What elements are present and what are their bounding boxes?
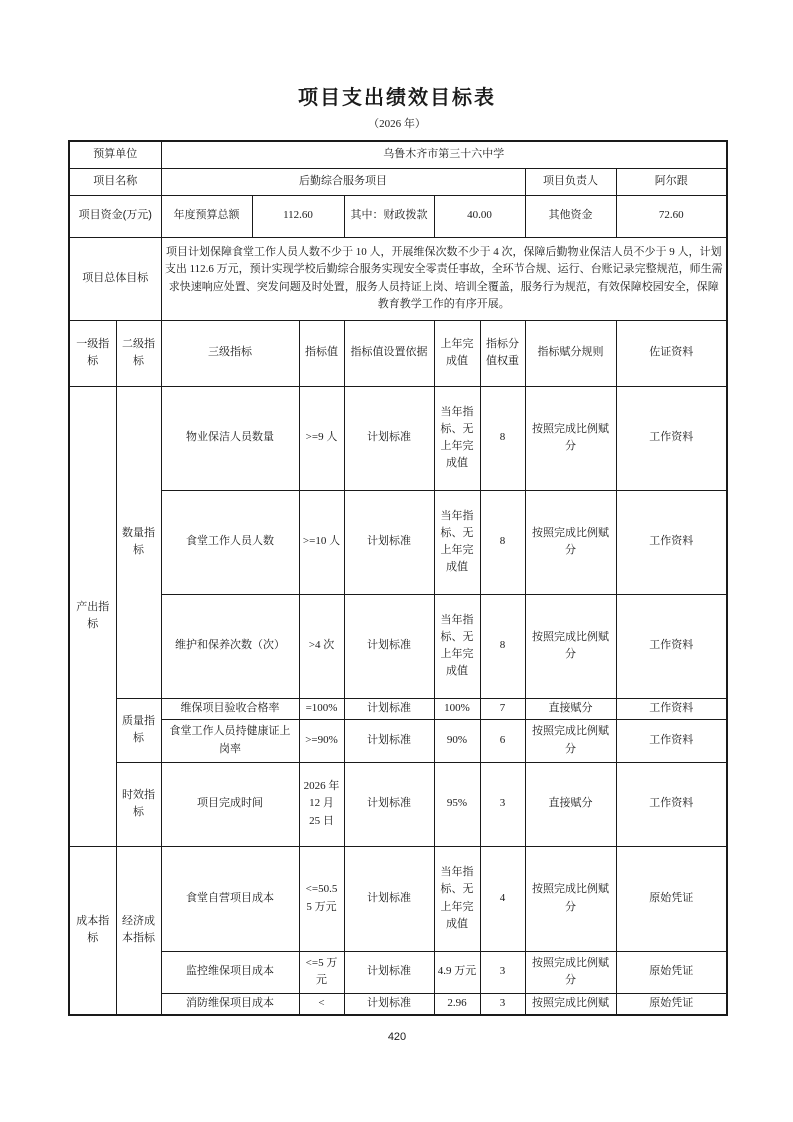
value-basis-cell: 计划标准	[344, 993, 434, 1015]
annual-budget-label: 年度预算总额	[161, 195, 252, 237]
scoring-rule-cell: 直接赋分	[525, 698, 616, 719]
other-funds-value: 72.60	[616, 195, 727, 237]
indicator-value-cell: >=10 人	[299, 490, 344, 594]
value-basis-cell: 计划标准	[344, 719, 434, 762]
level3-indicator-cell: 食堂工作人员持健康证上岗率	[161, 719, 299, 762]
score-weight-cell: 3	[480, 993, 525, 1015]
prev-year-cell: 当年指标、无上年完成值	[434, 594, 480, 698]
header-prev-year: 上年完成值	[434, 320, 480, 386]
budget-unit-value: 乌鲁木齐市第三十六中学	[161, 141, 727, 168]
evidence-cell: 原始凭证	[616, 846, 727, 951]
indicator-row	[69, 386, 727, 490]
indicator-row	[69, 490, 727, 594]
indicator-value-cell: >=9 人	[299, 386, 344, 490]
level3-indicator-cell: 消防维保项目成本	[161, 993, 299, 1015]
indicator-value-cell: <=50.5 5 万元	[299, 846, 344, 951]
page-subtitle: （2026 年）	[368, 118, 426, 130]
scoring-rule-cell: 按照完成比例赋分	[525, 951, 616, 993]
overall-goal-label: 项目总体目标	[69, 237, 161, 320]
value-basis-cell: 计划标准	[344, 386, 434, 490]
level3-indicator-cell: 食堂工作人员人数	[161, 490, 299, 594]
project-name-label: 项目名称	[69, 168, 161, 195]
score-weight-cell: 7	[480, 698, 525, 719]
value-basis-cell: 计划标准	[344, 762, 434, 846]
score-weight-cell: 3	[480, 762, 525, 846]
scoring-rule-cell: 直接赋分	[525, 762, 616, 846]
level2-indicator-cell: 经济成本指标	[116, 846, 161, 1015]
header-level2: 二级指标	[116, 320, 161, 386]
budget-unit-row	[69, 141, 727, 168]
prev-year-cell: 2.96	[434, 993, 480, 1015]
prev-year-cell: 4.9 万元	[434, 951, 480, 993]
value-basis-cell: 计划标准	[344, 846, 434, 951]
project-leader-label: 项目负责人	[525, 168, 616, 195]
indicator-row	[69, 594, 727, 698]
level3-indicator-cell: 食堂自营项目成本	[161, 846, 299, 951]
indicator-row	[69, 846, 727, 951]
indicator-row	[69, 993, 727, 1015]
evidence-cell: 工作资料	[616, 594, 727, 698]
prev-year-cell: 当年指标、无上年完成值	[434, 846, 480, 951]
score-weight-cell: 3	[480, 951, 525, 993]
score-weight-cell: 8	[480, 490, 525, 594]
other-funds-label: 其他资金	[525, 195, 616, 237]
fiscal-allocation-label: 其中：财政拨款	[344, 195, 434, 237]
value-basis-cell: 计划标准	[344, 951, 434, 993]
evidence-cell: 工作资料	[616, 719, 727, 762]
indicator-value-cell: 2026 年 12 月 25 日	[299, 762, 344, 846]
project-funds-label: 项目资金(万元)	[69, 195, 161, 237]
level1-indicator-cell: 产出指标	[69, 386, 116, 846]
score-weight-cell: 6	[480, 719, 525, 762]
prev-year-cell: 95%	[434, 762, 480, 846]
level2-indicator-cell: 时效指标	[116, 762, 161, 846]
annual-budget-value: 112.60	[252, 195, 344, 237]
prev-year-cell: 当年指标、无上年完成值	[434, 490, 480, 594]
evidence-cell: 工作资料	[616, 698, 727, 719]
header-level3: 三级指标	[161, 320, 299, 386]
indicator-value-cell: =100%	[299, 698, 344, 719]
indicator-value-cell: <	[299, 993, 344, 1015]
prev-year-cell: 100%	[434, 698, 480, 719]
level2-indicator-cell: 数量指标	[116, 386, 161, 698]
evidence-cell: 工作资料	[616, 762, 727, 846]
indicator-row	[69, 762, 727, 846]
indicator-row	[69, 698, 727, 719]
evidence-cell: 工作资料	[616, 490, 727, 594]
indicator-header-row	[69, 320, 727, 386]
evidence-cell: 原始凭证	[616, 993, 727, 1015]
level1-indicator-cell: 成本指标	[69, 846, 116, 1015]
document-sheet	[68, 86, 726, 1043]
project-leader-value: 阿尔跟	[616, 168, 727, 195]
level3-indicator-cell: 物业保洁人员数量	[161, 386, 299, 490]
scoring-rule-cell: 按照完成比例赋分	[525, 490, 616, 594]
indicator-row	[69, 951, 727, 993]
score-weight-cell: 8	[480, 594, 525, 698]
evidence-cell: 工作资料	[616, 386, 727, 490]
header-scoring-rule: 指标赋分规则	[525, 320, 616, 386]
overall-goal-row	[69, 237, 727, 320]
evidence-cell: 原始凭证	[616, 951, 727, 993]
header-value: 指标值	[299, 320, 344, 386]
prev-year-cell: 当年指标、无上年完成值	[434, 386, 480, 490]
scoring-rule-cell: 按照完成比例赋分	[525, 594, 616, 698]
value-basis-cell: 计划标准	[344, 698, 434, 719]
prev-year-cell: 90%	[434, 719, 480, 762]
indicator-value-cell: >=90%	[299, 719, 344, 762]
level3-indicator-cell: 项目完成时间	[161, 762, 299, 846]
performance-target-table	[68, 140, 728, 1016]
fiscal-allocation-value: 40.00	[434, 195, 525, 237]
scoring-rule-cell: 按照完成比例赋分	[525, 719, 616, 762]
header-evidence: 佐证资料	[616, 320, 727, 386]
level2-indicator-cell: 质量指标	[116, 698, 161, 762]
scoring-rule-cell: 按照完成比例赋分	[525, 846, 616, 951]
header-score-weight: 指标分值权重	[480, 320, 525, 386]
budget-unit-label: 预算单位	[69, 141, 161, 168]
indicator-value-cell: >4 次	[299, 594, 344, 698]
score-weight-cell: 8	[480, 386, 525, 490]
page-title: 项目支出绩效目标表	[298, 87, 496, 109]
scoring-rule-cell: 按照完成比例赋分	[525, 386, 616, 490]
indicator-value-cell: <=5 万元	[299, 951, 344, 993]
header-level1: 一级指标	[69, 320, 116, 386]
header-basis: 指标值设置依据	[344, 320, 434, 386]
scoring-rule-cell: 按照完成比例赋	[525, 993, 616, 1015]
value-basis-cell: 计划标准	[344, 490, 434, 594]
level3-indicator-cell: 监控维保项目成本	[161, 951, 299, 993]
score-weight-cell: 4	[480, 846, 525, 951]
indicator-row	[69, 719, 727, 762]
project-name-value: 后勤综合服务项目	[161, 168, 525, 195]
level3-indicator-cell: 维护和保养次数（次）	[161, 594, 299, 698]
level3-indicator-cell: 维保项目验收合格率	[161, 698, 299, 719]
value-basis-cell: 计划标准	[344, 594, 434, 698]
project-name-row	[69, 168, 727, 195]
project-funds-row	[69, 195, 727, 237]
overall-goal-text: 项目计划保障食堂工作人员人数不少于 10 人，开展维保次数不少于 4 次，保障后勤物业保洁人员不少于 9 人，计划支出 112.6 万元，预计实现学校后勤综合服务实现安全零责任事故，全环节合规、运行、台账记录完整规范，师生需求快速响应处置、突发问题及时处置，服务人员持证上岗、培训全覆盖，服务行为规范，有效保障校园安全，保障教育教学工作的有序开展。	[161, 237, 727, 320]
page-number: 420	[387, 1031, 407, 1043]
